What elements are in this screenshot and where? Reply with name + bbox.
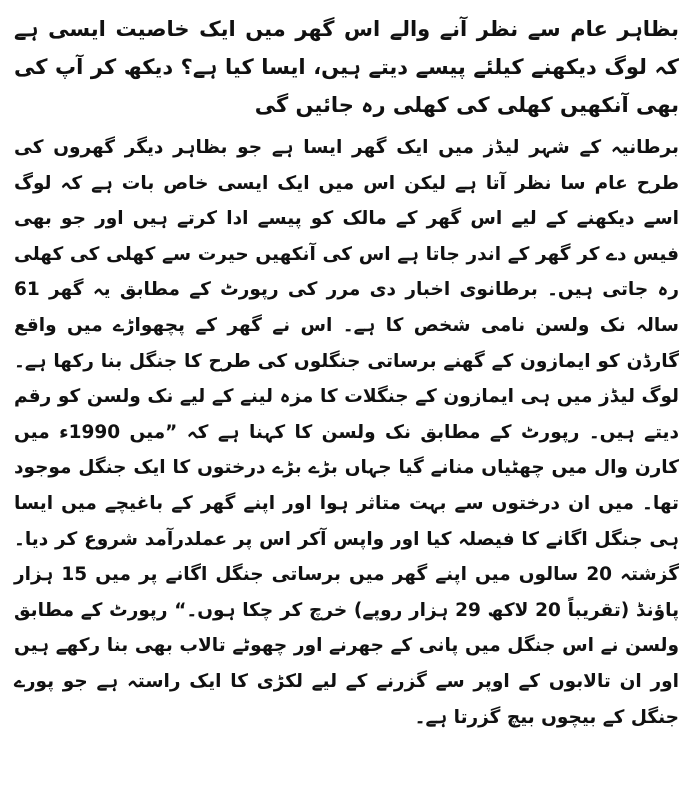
article-body: برطانیہ کے شہر لیڈز میں ایک گھر ایسا ہے جو بظاہر دیگر گھروں کی طرح عام سا نظر آتا ہے لیکن اس میں ایک ایسی خاص بات ہے کہ لوگ اسے دیکھنے کے لیے اس گھر کے مالک کو پیسے ادا کرتے ہیں اور جو بھی فیس دے کر گھر کے اندر جاتا ہے اس کی آنکھیں حیرت سے کھلی کی کھلی رہ جاتی ہیں۔ برطانوی اخبار دی مرر کی رپورٹ کے مطابق یہ گھر 61 سالہ نک ولسن نامی شخص کا ہے۔ اس نے گھر کے پچھواڑے میں واقع گارڈن کو ایمازون کے گھنے برساتی جنگلوں کی طرح کا جنگل بنا رکھا ہے۔ لوگ لیڈز میں ہی ایمازون کے جنگلات کا مزہ لینے کے لیے نک ولسن کو رقم دیتے ہیں۔ رپورٹ کے مطابق نک ولسن کا کہنا ہے کہ ”میں 1990ء میں کارن وال میں چھٹیاں منانے گیا جہاں بڑے بڑے درختوں کا ایک جنگل موجود تھا۔ میں ان درختوں سے بہت متاثر ہوا اور اپنے گھر کے باغیچے میں ایسا ہی جنگل اگانے کا فیصلہ کیا اور واپس آکر اس پر عملدرآمد شروع کر دیا۔ گزشتہ 20 سالوں میں اپنے گھر میں برساتی جنگل اگانے پر میں 15 ہزار پاؤنڈ (تقریباً 20 لاکھ 29 ہزار روپے) خرچ کر چکا ہوں۔“ رپورٹ کے مطابق ولسن نے اس جنگل میں پانی کے جھرنے اور چھوٹے تالاب بھی بنا رکھے ہیں اور ان تالابوں کے اوپر سے گزرنے کے لیے لکڑی کا ایک راستہ ہے جو پورے جنگل کے بیچوں بیچ گزرتا ہے۔ bbox=[14, 137, 680, 728]
article-headline: بظاہر عام سے نظر آنے والے اس گھر میں ایک خاصیت ایسی ہے کہ لوگ دیکھنے کیلئے پیسے دیتے ہیں، ایسا کیا ہے؟ دیکھ کر آپ کی بھی آنکھیں کھلی کی کھلی رہ جائیں گی bbox=[14, 17, 679, 117]
